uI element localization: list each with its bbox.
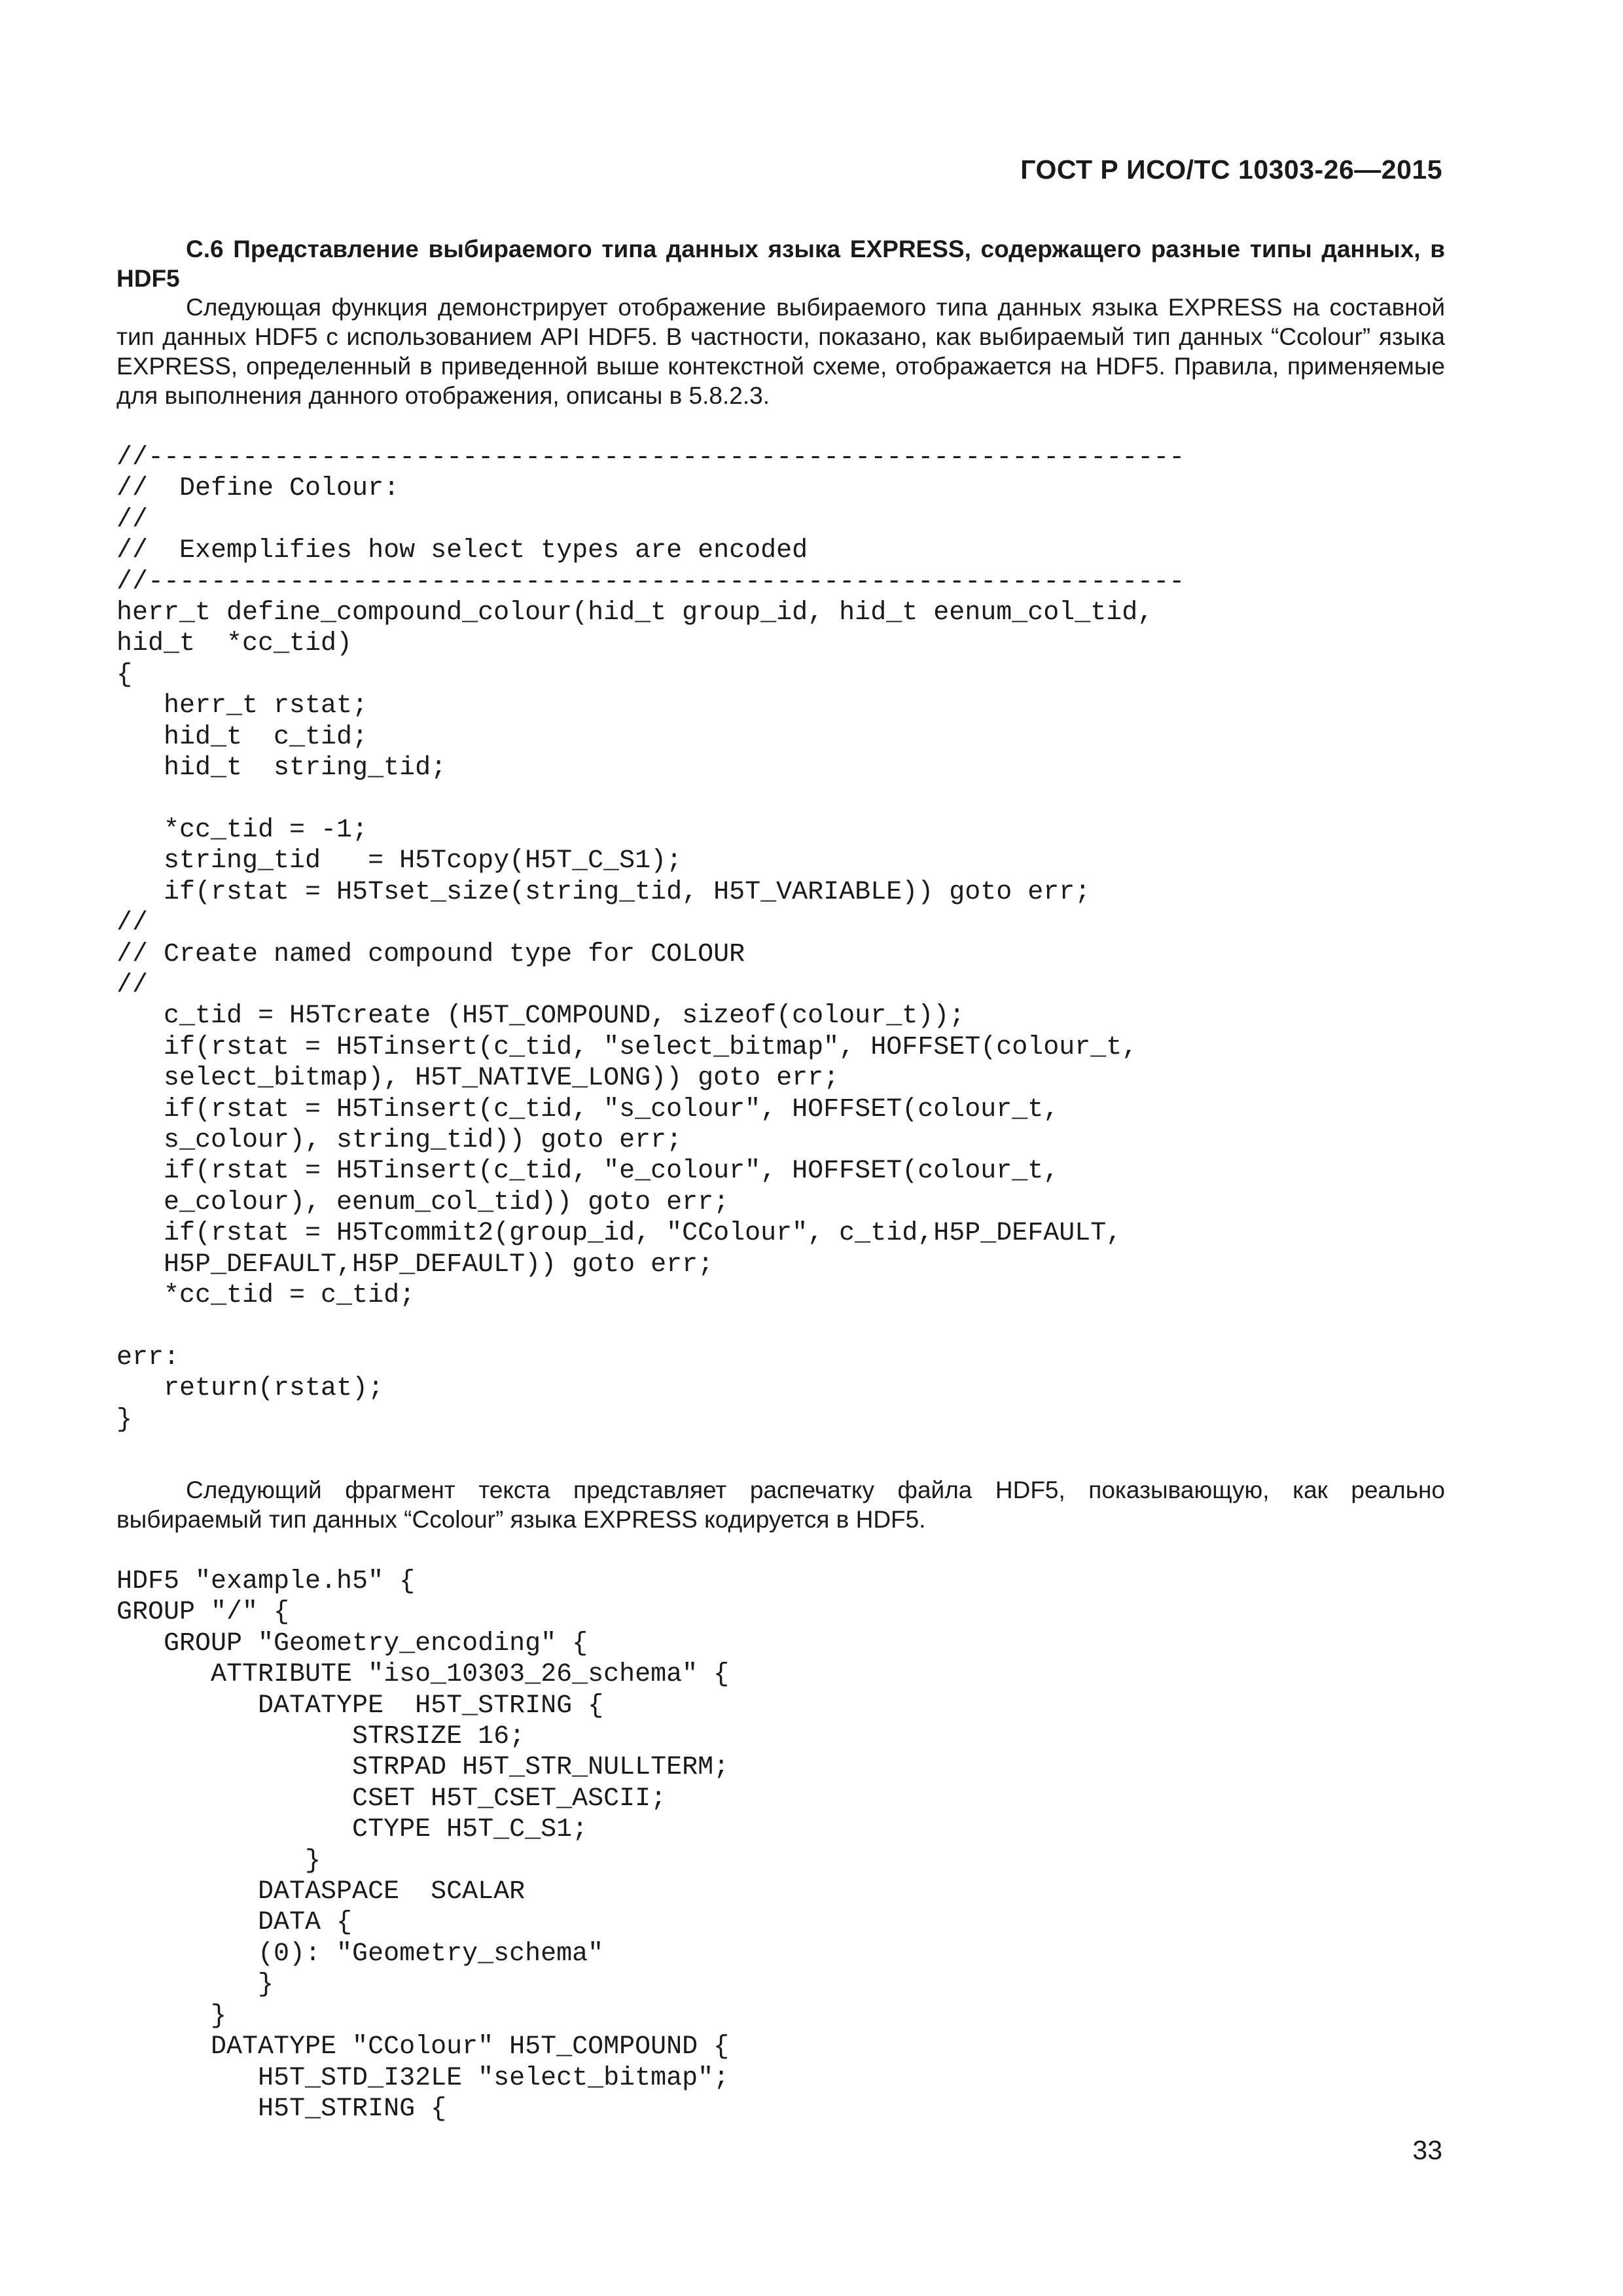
dump-intro-paragraph: Следующий фрагмент текста представляет распечатку файла HDF5, показывающую, как реально выбираемый тип данных “Ccolour” языка EXPRESS кодируется в HDF5. (116, 1477, 1445, 1533)
intro-paragraph: Следующая функция демонстрирует отображение выбираемого типа данных языка EXPRESS на составной тип данных HDF5 с использованием API HDF5. В частности, показано, как выбираемый тип данных “Ccolour” языка EXPRESS, определенный в приведенной выше контекстной схеме, отображается на HDF5. Правила, применяемые для выполнения данного отображения, описаны в 5.8.2.3. (116, 294, 1445, 409)
section-heading: С.6 Представление выбираемого типа данных языка EXPRESS, содержащего разные типы данных, в HDF5 (116, 236, 1445, 292)
hdf5-dump-listing: HDF5 "example.h5" { GROUP "/" { GROUP "Geometry_encoding" { ATTRIBUTE "iso_10303_26_schema" { DATATYPE H5T_STRING { STRSIZE 16; STRPAD H5T_STR_NULLTERM; CSET H5T_CSET_ASCII; CTYPE H5T_C_S1; } DATASPACE SCALAR DATA { (0): "Geometry_schema" } } DATATYPE "CColour" H5T_COMPOUND { H5T_STD_I32LE "select_bitmap"; H5T_STRING { (116, 1567, 730, 2124)
document-standard-id: ГОСТ Р ИСО/ТС 10303-26—2015 (1020, 154, 1442, 185)
page-number: 33 (1412, 2135, 1442, 2165)
code-listing-define-colour: //------------------------------------------------------------------ // Define Colour: // // Exemplifies how select types are encoded //------------------------------------------------------------------ herr_t define_compound_colour(hid_t group_id, hid_t eenum_col_tid, hid_t *cc_tid) { herr_t rstat; hid_t c_tid; hid_t string_tid; *cc_tid = -1; string_tid = H5Tcopy(H5T_C_S1); if(rstat = H5Tset_size(string_tid, H5T_VARIABLE)) goto err; // // Create named compound type for COLOUR // c_tid = H5Tcreate (H5T_COMPOUND, sizeof(colour_t)); if(rstat = H5Tinsert(c_tid, "select_bitmap", HOFFSET(colour_t, select_bitmap), H5T_NATIVE_LONG)) goto err; if(rstat = H5Tinsert(c_tid, "s_colour", HOFFSET(colour_t, s_colour), string_tid)) goto err; if(rstat = H5Tinsert(c_tid, "e_colour", HOFFSET(colour_t, e_colour), eenum_col_tid)) goto err; if(rstat = H5Tcommit2(group_id, "CColour", c_tid,H5P_DEFAULT, H5P_DEFAULT,H5P_DEFAULT)) goto err; *cc_tid = c_tid; err: return(rstat); } (116, 443, 1185, 1435)
